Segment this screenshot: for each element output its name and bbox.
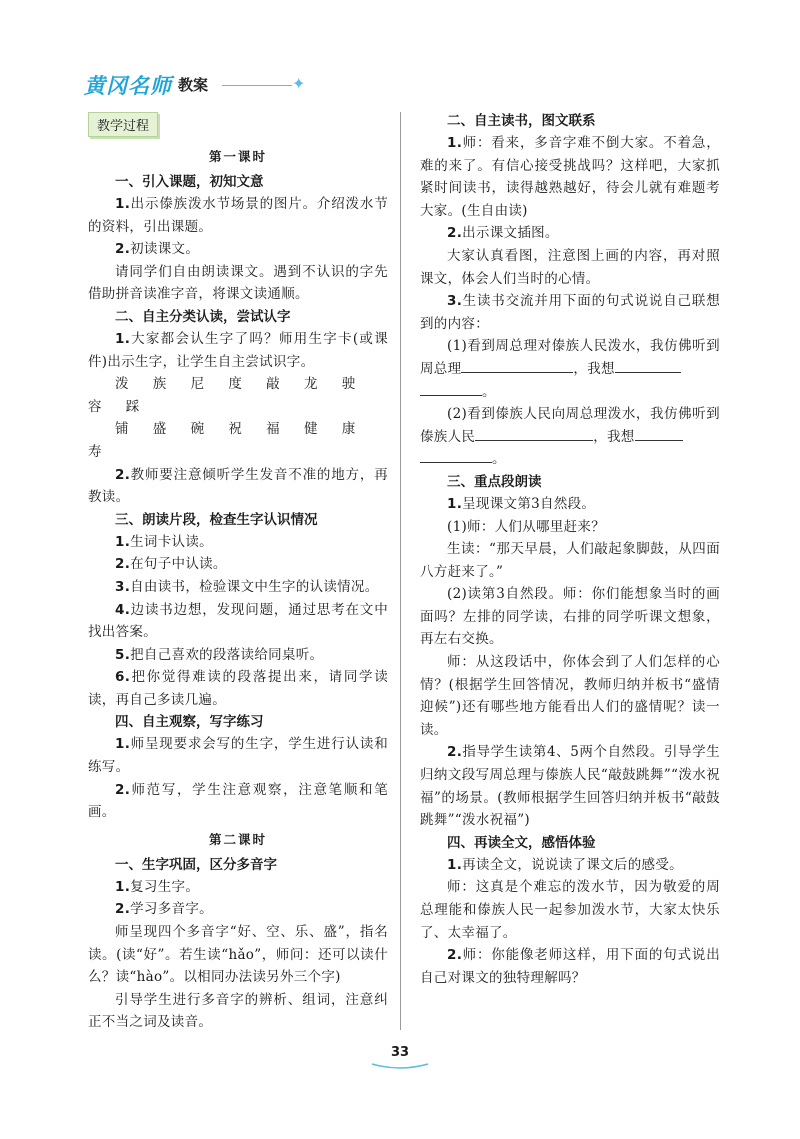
fill-in-sentence-2: (2)看到傣族人民向周总理泼水，我仿佛听到傣族人民 ，我想 。	[420, 406, 720, 468]
paragraph: 1.师：看来，多音字难不倒大家。不着急，难的来了。有信心接受挑战吗？这样吧，大家抓紧时间读书，读得越熟越好，待会儿就有难题考大家。(生自由读)	[420, 135, 720, 219]
paragraph: 4.边读书边想，发现问题，通过思考在文中找出答案。	[88, 601, 388, 641]
paragraph: 请同学们自由朗读课文。遇到不认识的字先借助拼音读准字音，将课文读通顺。	[88, 263, 388, 303]
brand-logo: 黄冈名师	[84, 74, 172, 98]
lesson-title-1: 第一课时	[208, 149, 267, 164]
paragraph: (2)读第3自然段。师：你们能想象当时的画面吗？左排的同学读，右排的同学听课文想象，再左右交换。	[420, 586, 720, 648]
paragraph: 生读：“那天早晨，人们敲起象脚鼓，从四面八方赶来了。”	[420, 541, 720, 580]
paragraph: 师：从这段话中，你体会到了人们怎样的心情？(根据学生回答情况，教师归纳并板书“盛情迎候”)还有哪些地方能看出人们的盛情呢？读一读。	[420, 654, 720, 738]
paragraph: 2.在句子中认读。	[115, 556, 227, 573]
blank-line	[461, 358, 573, 373]
paragraph: 2.师：你能像老师这样，用下面的句式说出自己对课文的独特理解吗？	[420, 947, 720, 986]
paragraph: 2.学习多音字。	[115, 901, 213, 918]
heading-reading: 三、朗读片段，检查生字认识情况	[115, 511, 318, 528]
paragraph: 大家认真看图，注意图上画的内容，再对照课文，体会人们当时的心情。	[420, 247, 720, 287]
paragraph: 1.出示傣族泼水节场景的图片。介绍泼水节的资料，引出课题。	[88, 196, 388, 235]
paragraph: 1.呈现课文第3自然段。	[447, 495, 596, 512]
paragraph: 2.师范写，学生注意观察，注意笔顺和笔画。	[88, 781, 388, 821]
page-number-ornament	[370, 1062, 430, 1070]
blank-line	[420, 448, 492, 463]
heading-intro: 一、引入课题，初知文意	[115, 174, 264, 190]
paragraph: 师：这真是个难忘的泼水节，因为敬爱的周总理能和傣族人民一起参加泼水节，大家太快乐了、太幸福了。	[420, 879, 720, 941]
right-column	[420, 110, 720, 989]
page-header	[84, 68, 344, 100]
paragraph: 6.把你觉得难读的段落提出来，请同学读读，再自己多读几遍。	[88, 669, 388, 708]
lesson-title-2: 第二课时	[208, 831, 267, 847]
heading-key-paragraph: 三、重点段朗读	[447, 473, 542, 490]
paragraph: 引导学生进行多音字的辨析、组词，注意纠正不当之词及读音。	[88, 991, 388, 1031]
paragraph: 5.把自己喜欢的段落读给同桌听。	[115, 646, 324, 663]
column-divider	[400, 112, 401, 1030]
paragraph: 1.大家都会认生字了吗？师用生字卡(或课件)出示生字，让学生自主尝试识字。	[88, 330, 388, 370]
header-rule	[222, 85, 292, 86]
paragraph: 2.指导学生读第4、5两个自然段。引导学生归纳文段写周总理与傣族人民“敲鼓跳舞”“泼水祝福”的场景。(教师根据学生回答归纳并板书“敲鼓跳舞”“泼水祝福”)	[420, 744, 720, 829]
heading-reread: 四、再读全文，感悟体验	[447, 834, 596, 851]
paragraph: 3.自由读书，检验课文中生字的认读情况。	[115, 578, 379, 595]
heading-self-read: 二、自主分类认读，尝试认字	[115, 308, 291, 325]
paragraph: 2.出示课文插图。	[447, 225, 559, 242]
blank-line	[420, 381, 482, 396]
paragraph: 2.初读课文。	[115, 241, 200, 258]
character-list: 泼 族 尼 度 敲 龙 驶 容 踩	[88, 376, 365, 415]
paragraph: 1.师呈现要求会写的生字，学生进行认读和练写。	[88, 736, 388, 776]
blank-line	[635, 426, 683, 441]
left-column	[88, 110, 388, 1034]
heading-picture-text: 二、自主读书，图文联系	[447, 113, 596, 129]
heading-polyphone: 一、生字巩固，区分多音字	[115, 856, 277, 873]
brand-subtitle: 教案	[178, 76, 209, 94]
heading-writing: 四、自主观察，写字练习	[115, 714, 264, 731]
paragraph: 2.教师要注意倾听学生发音不准的地方，再教读。	[88, 466, 388, 506]
section-tag: 教学过程	[88, 112, 158, 137]
fill-in-sentence-1: (1)看到周总理对傣族人民泼水，我仿佛听到周总理 ，我想 。	[420, 338, 720, 400]
paragraph: 1.复习生字。	[115, 878, 200, 895]
paragraph: 3.生读书交流并用下面的句式说说自己联想到的内容：	[420, 293, 720, 332]
paragraph: (1)师：人们从哪里赶来？	[447, 518, 606, 535]
page-number: 33	[390, 1045, 410, 1060]
paragraph: 1.再读全文，说说读了课文后的感受。	[447, 856, 683, 873]
star-icon: ✦	[292, 74, 306, 93]
character-list: 铺 盛 碗 祝 福 健 康 寿	[88, 421, 365, 460]
blank-line	[615, 358, 681, 373]
paragraph: 师呈现四个多音字“好、空、乐、盛”，指名读。(读“好”。若生读“hǎo”，师问：还可以读什么？读“hào”。以相同办法读另外三个字)	[88, 924, 388, 986]
blank-line	[475, 426, 593, 441]
paragraph: 1.生词卡认读。	[115, 533, 213, 550]
